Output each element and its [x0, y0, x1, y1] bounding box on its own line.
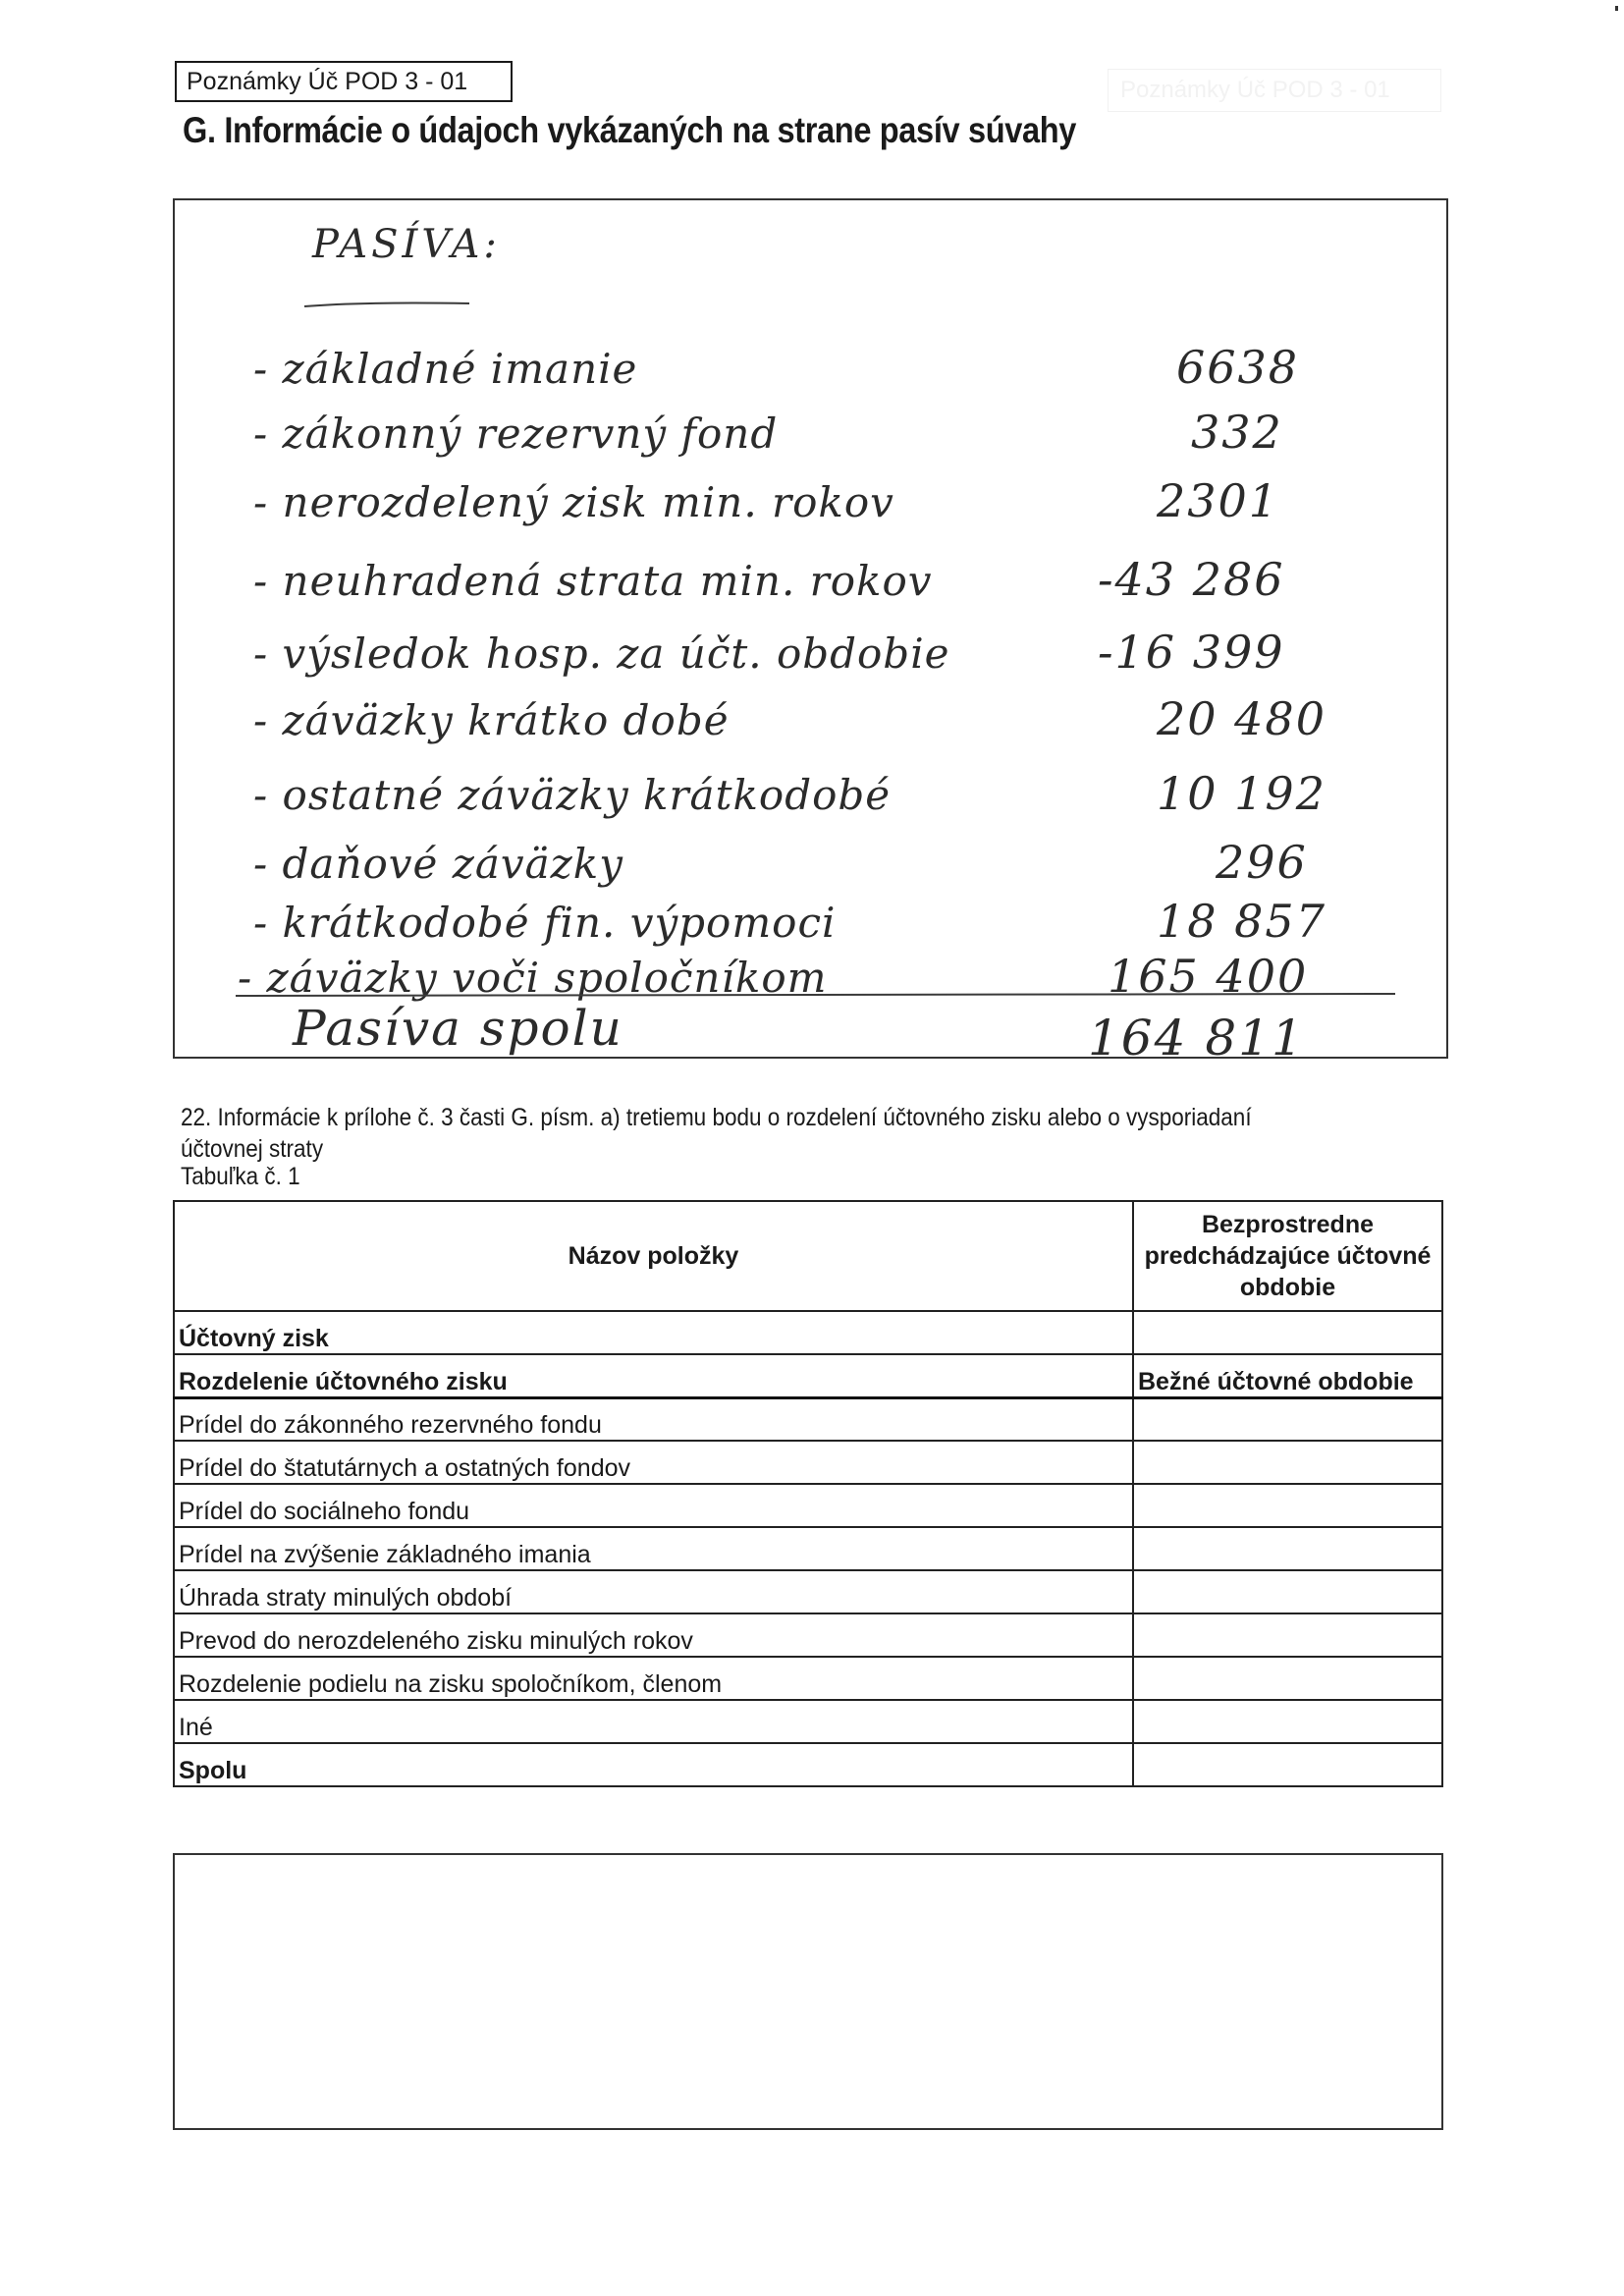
row-label: Prídel do sociálneho fondu	[174, 1484, 1133, 1527]
handwritten-liabilities-box	[173, 198, 1448, 1059]
handwritten-row-label: - záväzky voči spoločníkom	[238, 954, 828, 1002]
handwritten-row-value: 2301	[1157, 474, 1280, 527]
table-row	[174, 1657, 1442, 1700]
table-row-total	[174, 1743, 1442, 1786]
handwritten-row-label: - výsledok hosp. za účt. obdobie	[253, 629, 950, 678]
value-cell	[1133, 1441, 1442, 1484]
table-row	[174, 1397, 1442, 1441]
row-label: Úhrada straty minulých období	[174, 1570, 1133, 1613]
table-caption: Tabuľka č. 1	[181, 1163, 300, 1190]
handwritten-note-canvas	[175, 200, 1446, 1057]
handwritten-row-value: 6638	[1176, 341, 1300, 394]
column-header-previous-period: Bezprostredne predchádzajúce účtovné obdobie	[1133, 1201, 1442, 1311]
table-row	[174, 1354, 1442, 1397]
handwritten-row-value: 10 192	[1157, 767, 1326, 820]
profit-distribution-table	[173, 1200, 1443, 1787]
handwritten-row-label: - zákonný rezervný fond	[253, 410, 779, 458]
handwritten-row-label: - základné imanie	[253, 345, 638, 393]
form-code-label: Poznámky Úč POD 3 - 01	[175, 61, 513, 102]
handwritten-row-value: 296	[1216, 836, 1308, 889]
section-title: G. Informácie o údajoch vykázaných na strane pasív súvahy	[183, 110, 1077, 150]
value-cell	[1133, 1527, 1442, 1570]
value-cell	[1133, 1613, 1442, 1657]
handwritten-row-label: - nerozdelený zisk min. rokov	[253, 478, 894, 526]
value-cell	[1133, 1484, 1442, 1527]
table-row	[174, 1441, 1442, 1484]
row-label: Iné	[174, 1700, 1133, 1743]
handwritten-row-value: 18 857	[1157, 895, 1326, 948]
table-row	[174, 1484, 1442, 1527]
handwritten-row-value: 332	[1191, 406, 1283, 459]
title-underline	[304, 302, 469, 306]
value-cell	[1133, 1570, 1442, 1613]
row-label: Prídel do štatutárnych a ostatných fondov	[174, 1441, 1133, 1484]
row-label: Rozdelenie účtovného zisku	[174, 1354, 1133, 1397]
handwritten-row-value: -43 286	[1098, 553, 1285, 606]
handwritten-row-label: - neuhradená strata min. rokov	[253, 557, 933, 605]
table-row	[174, 1311, 1442, 1354]
handwritten-total-label: Pasíva spolu	[293, 1000, 623, 1057]
row-label: Rozdelenie podielu na zisku spoločníkom, členom	[174, 1657, 1133, 1700]
current-period-label: Bežné účtovné obdobie	[1133, 1354, 1442, 1397]
handwritten-row-label: - krátkodobé fin. výpomoci	[253, 899, 837, 947]
handwritten-total-value: 164 811	[1088, 1010, 1305, 1057]
row-label: Prevod do nerozdeleného zisku minulých rokov	[174, 1613, 1133, 1657]
handwritten-row-label: - daňové záväzky	[253, 840, 623, 888]
info-paragraph: 22. Informácie k prílohe č. 3 časti G. písm. a) tretiemu bodu o rozdelení účtovného zisku alebo o vysporiadaní účtovnej straty	[181, 1104, 1252, 1163]
table-row	[174, 1527, 1442, 1570]
handwritten-row-value: 20 480	[1157, 692, 1326, 745]
row-label: Spolu	[174, 1743, 1133, 1786]
row-label: Účtovný zisk	[174, 1311, 1133, 1354]
handwritten-row-value: 165 400	[1108, 950, 1309, 1003]
table-row	[174, 1613, 1442, 1657]
handwritten-row-label: - ostatné záväzky krátkodobé	[253, 771, 892, 819]
empty-note-box	[173, 1853, 1443, 2130]
row-label: Prídel do zákonného rezervného fondu	[174, 1397, 1133, 1441]
handwritten-title: PASÍVA:	[312, 222, 501, 267]
row-label: Prídel na zvýšenie základného imania	[174, 1527, 1133, 1570]
value-cell	[1133, 1657, 1442, 1700]
show-through-form-code: Poznámky Úč POD 3 - 01	[1108, 69, 1441, 112]
column-header-item-name: Názov položky	[174, 1201, 1133, 1311]
value-cell	[1133, 1311, 1442, 1354]
table-row	[174, 1700, 1442, 1743]
scan-mark	[1615, 6, 1618, 11]
value-cell	[1133, 1743, 1442, 1786]
table-header-row	[174, 1201, 1442, 1311]
value-cell	[1133, 1397, 1442, 1441]
handwritten-row-value: -16 399	[1098, 626, 1285, 679]
value-cell	[1133, 1700, 1442, 1743]
table-row	[174, 1570, 1442, 1613]
handwritten-row-label: - záväzky krátko dobé	[253, 696, 730, 744]
